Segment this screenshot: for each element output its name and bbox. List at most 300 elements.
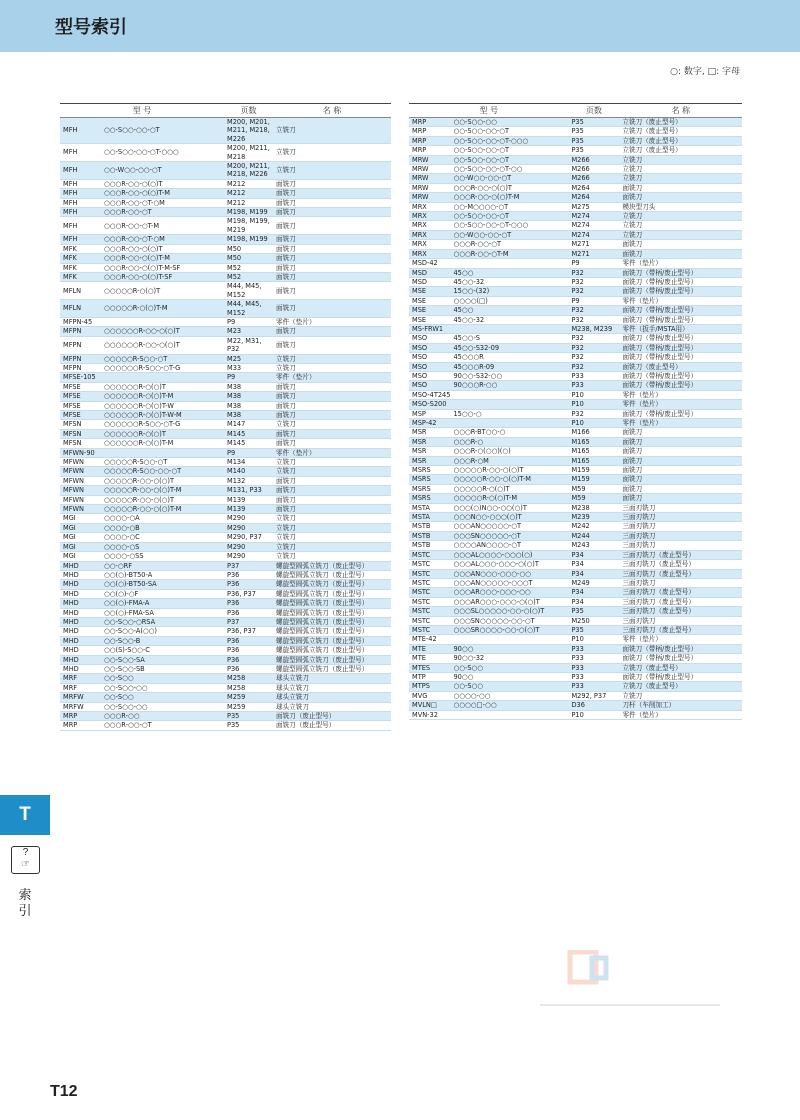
cell-model: ○○-S○○-○○ [101, 702, 224, 711]
cell-model: ○○○R-○○-○(○)T-M [101, 189, 224, 198]
cell-model: ○○(○)-BT50-A [101, 570, 224, 579]
cell-page: M198, M199, M219 [224, 217, 273, 235]
table-row [60, 217, 391, 235]
cell-series: MSTB [409, 531, 450, 540]
table-row [409, 456, 742, 465]
cell-model: 15○○-(32) [450, 287, 568, 296]
table-header [60, 104, 391, 118]
cell-name: 面铣刀 [273, 382, 391, 391]
table-row [60, 674, 391, 683]
cell-series: MFK [60, 244, 101, 253]
table-row [60, 664, 391, 673]
cell-name: 面铣刀 [273, 411, 391, 420]
index-table-left [60, 103, 391, 731]
cell-series: MRX [409, 221, 450, 230]
cell-page: M38 [224, 411, 273, 420]
cell-series: MSTC [409, 607, 450, 616]
cell-series: MSP-42 [409, 419, 450, 428]
table-row [409, 663, 742, 672]
cell-series: MFWN [60, 476, 101, 485]
section-tab-t[interactable]: T [0, 795, 50, 835]
cell-model: 15○○-○ [450, 409, 568, 418]
cell-series: MRW [409, 155, 450, 164]
cell-page: P35 [568, 127, 619, 136]
cell-series: MTE [409, 654, 450, 663]
page-header [0, 0, 800, 52]
cell-model: ○○○AN○○○○○-○T [450, 522, 568, 531]
cell-series: MGI [60, 552, 101, 561]
cell-page: M38 [224, 392, 273, 401]
cell-name: 立铣刀 [619, 155, 742, 164]
cell-page: M166 [568, 428, 619, 437]
table-row [60, 627, 391, 636]
cell-name: 面铣刀（带柄/废止型号） [619, 343, 742, 352]
table-row [409, 550, 742, 559]
cell-name: 面铣刀（带柄/废止型号） [619, 268, 742, 277]
table-row [409, 569, 742, 578]
table-row [60, 179, 391, 188]
cell-model: ○○○○○R-○○-○(○)T [450, 466, 568, 475]
cell-model: ○○-S○○-SA [101, 655, 224, 664]
cell-model: ○○○AL○○○○-○○○(○) [450, 550, 568, 559]
table-row [409, 541, 742, 550]
cell-page: P10 [568, 400, 619, 409]
table-row [409, 428, 742, 437]
cell-model: 90○○-32 [450, 654, 568, 663]
table-row [60, 599, 391, 608]
cell-name: 立铣刀 [273, 552, 391, 561]
table-row [409, 202, 742, 211]
table-row [409, 268, 742, 277]
cell-page: P32 [568, 315, 619, 324]
cell-series: MSTA [409, 503, 450, 512]
cell-page: M50 [224, 244, 273, 253]
cell-name: 三面刃铣刀 [619, 522, 742, 531]
cell-name: 面铣刀 [619, 456, 742, 465]
cell-series: MSR [409, 428, 450, 437]
cell-page: P33 [568, 663, 619, 672]
cell-model: 45○○-32 [450, 315, 568, 324]
cell-name: 立铣刀 [273, 354, 391, 363]
cell-series: MSD-42 [409, 259, 450, 268]
cell-name: 立铣刀 [273, 420, 391, 429]
cell-series: MHD [60, 580, 101, 589]
table-row [409, 146, 742, 155]
table-row [60, 282, 391, 300]
cell-model: ○○○R-○○-○T [101, 721, 224, 730]
cell-model: ○○○○○R-○○-○(○)T-M [450, 475, 568, 484]
cell-model: ○○(○)-FMA-SA [101, 608, 224, 617]
table-row [409, 334, 742, 343]
cell-model: ○○○SR○○○○-○○-○(○)T [450, 625, 568, 634]
cell-series: MFH [60, 118, 101, 144]
cell-series: MSTC [409, 625, 450, 634]
cell-page: M290 [224, 552, 273, 561]
cell-page: P35 [568, 625, 619, 634]
table-row [409, 447, 742, 456]
cell-name: 三面刃铣刀（废止型号） [619, 607, 742, 616]
cell-page: P37 [224, 617, 273, 626]
cell-series: MFH [60, 179, 101, 188]
cell-name: 螺旋型圆弧立铣刀（废止型号） [273, 627, 391, 636]
cell-name: 立铣刀（废止型号） [619, 146, 742, 155]
cell-name: 面铣刀（带柄/废止型号） [619, 334, 742, 343]
cell-series: MSD [409, 268, 450, 277]
cell-name: 螺旋型圆弧立铣刀（废止型号） [273, 570, 391, 579]
cell-series: MSE [409, 287, 450, 296]
cell-model: ○○-S○○-○○-○T-○○ [450, 165, 568, 174]
cell-name: 零件（垫片） [619, 296, 742, 305]
cell-series: MTES [409, 663, 450, 672]
cell-page: P33 [568, 654, 619, 663]
table-row [409, 710, 742, 719]
table-row [409, 118, 742, 127]
cell-name: 面铣刀 [619, 240, 742, 249]
cell-model: ○○○○○R-○○-○(○)T [101, 495, 224, 504]
cell-name: 面铣刀 [273, 429, 391, 438]
cell-page: M212 [224, 198, 273, 207]
table-row [409, 522, 742, 531]
cell-model: ○○-S○○-○○-○T [450, 155, 568, 164]
table-row [60, 189, 391, 198]
cell-series: MRX [409, 202, 450, 211]
cell-model: ○○○○○○R-○(○)T [101, 429, 224, 438]
cell-series: MSR [409, 437, 450, 446]
cell-series: MSO [409, 362, 450, 371]
cell-name: 面铣刀（带柄/废止型号） [619, 381, 742, 390]
cell-model: ○○-S○○-○○-○T [450, 146, 568, 155]
cell-series: MRP [409, 136, 450, 145]
cell-series: MRP [60, 712, 101, 721]
cell-model: ○○○R-○○-○T [101, 208, 224, 217]
cell-model: ○○-S○○-○○-○T-○○○ [450, 221, 568, 230]
cell-model: ○○○SL○○○○○-○○-○(○)T [450, 607, 568, 616]
cell-model: ○○○○○R-S○○-○○-○T [101, 467, 224, 476]
table-row [409, 466, 742, 475]
cell-name: 面铣刀 [619, 447, 742, 456]
cell-model: ○○○○○R-○○-○(○)T [101, 476, 224, 485]
cell-name: 三面刃铣刀（废止型号） [619, 560, 742, 569]
cell-page: D36 [568, 701, 619, 710]
cell-series: MHD [60, 655, 101, 664]
cell-page: M198, M199 [224, 235, 273, 244]
cell-series: MFPN [60, 363, 101, 372]
cell-model: ○○○○○○R-○(○)T-M [101, 392, 224, 401]
cell-name: 螺旋型圆弧立铣刀（废止型号） [273, 617, 391, 626]
cell-model: ○○-W○○-○○-○T [450, 174, 568, 183]
cell-name: 立铣刀（废止型号） [619, 136, 742, 145]
cell-model: ○○○○-○A [101, 514, 224, 523]
cell-model: ○○○○○R-○(○)T-M [450, 494, 568, 503]
cell-page: M271 [568, 249, 619, 258]
cell-page: M44, M45, M152 [224, 300, 273, 318]
table-row [60, 373, 391, 382]
cell-page: P32 [568, 277, 619, 286]
cell-model: ○○○AN○○○○○-○○○T [450, 578, 568, 587]
table-row [60, 162, 391, 180]
cell-name: 立铣刀 [273, 162, 391, 180]
table-row [409, 672, 742, 681]
cell-name: 立铣刀 [273, 514, 391, 523]
cell-series: MSTA [409, 513, 450, 522]
cell-page: P33 [568, 682, 619, 691]
cell-series: MGI [60, 533, 101, 542]
cell-name: 面铣刀 [273, 486, 391, 495]
cell-page: M238 [568, 503, 619, 512]
cell-page: P36 [224, 599, 273, 608]
cell-page: M132 [224, 476, 273, 485]
table-row [409, 362, 742, 371]
cell-name: 三面刃铣刀 [619, 531, 742, 540]
table-row [409, 588, 742, 597]
cell-model: ○○○SN○○○○○-○T [450, 531, 568, 540]
cell-page: P9 [224, 317, 273, 326]
cell-model: 90○○ [450, 672, 568, 681]
cell-name: 面铣刀（带柄/废止型号） [619, 353, 742, 362]
cell-model: ○○○○○○R-S○○-○T-G [101, 363, 224, 372]
table-row [60, 198, 391, 207]
cell-series: MGI [60, 542, 101, 551]
cell-page: M266 [568, 174, 619, 183]
cell-name: 面铣刀 [273, 505, 391, 514]
cell-page: M271 [568, 240, 619, 249]
cell-page: M165 [568, 447, 619, 456]
cell-page: M250 [568, 616, 619, 625]
table-row [60, 683, 391, 692]
cell-series: MSO [409, 381, 450, 390]
cell-model: ○○-S○○ [101, 674, 224, 683]
cell-name: 面铣刀 [273, 401, 391, 410]
cell-page: P36, P37 [224, 589, 273, 598]
cell-page: P33 [568, 371, 619, 380]
cell-name: 面铣刀 [273, 392, 391, 401]
cell-series: MRW [409, 183, 450, 192]
table-row [60, 542, 391, 551]
cell-model [450, 710, 568, 719]
cell-series: MSTB [409, 541, 450, 550]
cell-name: 零件（垫片） [273, 317, 391, 326]
cell-name: 模块型刀头 [619, 202, 742, 211]
cell-series: MGI [60, 514, 101, 523]
cell-model: ○○○AN○○○-○○○-○○ [450, 569, 568, 578]
cell-series: MFLN [60, 282, 101, 300]
cell-model [450, 635, 568, 644]
cell-series: MFK [60, 272, 101, 281]
cell-series: MFWN [60, 467, 101, 476]
cell-page: M266 [568, 165, 619, 174]
table-row [409, 682, 742, 691]
cell-model: ○○○○○○R-○○-○(○)T [101, 327, 224, 336]
table-row [409, 654, 742, 663]
cell-page: P33 [568, 672, 619, 681]
cell-page: P9 [568, 259, 619, 268]
cell-model: ○○○R-○○-○(○)T-M [101, 254, 224, 263]
cell-page: M259 [224, 693, 273, 702]
table-row [409, 400, 742, 409]
table-row [60, 476, 391, 485]
cell-page: P36, P37 [224, 627, 273, 636]
cell-name: 三面刃铣刀（废止型号） [619, 625, 742, 634]
cell-model: ○○○○○○R-○(○)T-W-M [101, 411, 224, 420]
cell-page: M145 [224, 429, 273, 438]
cell-model: ○○-S○○ [450, 663, 568, 672]
cell-page: P36 [224, 570, 273, 579]
cell-name: 立铣刀 [619, 212, 742, 221]
cell-series: MSR [409, 456, 450, 465]
cell-page: M212 [224, 179, 273, 188]
cell-model: ○○○N○○-○○○(○)T [450, 513, 568, 522]
cell-page: P32 [568, 343, 619, 352]
cell-model: ○○○R-○○-○T-○M [101, 235, 224, 244]
cell-model: ○○○○○○R-○○-○(○)T [101, 336, 224, 354]
cell-name: 螺旋型圆弧立铣刀（废止型号） [273, 655, 391, 664]
table-row [409, 315, 742, 324]
table-row [60, 429, 391, 438]
table-row [409, 701, 742, 710]
cell-model [101, 448, 224, 457]
cell-model: ○○-S○○-○○-○T-○○○ [450, 136, 568, 145]
table-row [60, 467, 391, 476]
cell-model: ○○-S○○-A(○○) [101, 627, 224, 636]
cell-series: MRW [409, 193, 450, 202]
table-row [409, 494, 742, 503]
cell-model: ○○○○(□) [450, 296, 568, 305]
cell-page: P34 [568, 588, 619, 597]
cell-page: M239 [568, 513, 619, 522]
cell-page: M290 [224, 514, 273, 523]
table-row [60, 458, 391, 467]
cell-series: MTE [409, 644, 450, 653]
cell-series: MFLN [60, 300, 101, 318]
cell-name: 面铣刀 [273, 476, 391, 485]
cell-series: MRX [409, 212, 450, 221]
cell-model: ○○○○○R-○○-○(○)T-M [101, 505, 224, 514]
cell-name: 面铣刀 [273, 179, 391, 188]
table-row [409, 221, 742, 230]
cell-series: MFSE [60, 382, 101, 391]
cell-page: M52 [224, 272, 273, 281]
cell-name: 三面刃铣刀 [619, 578, 742, 587]
cell-series: MRX [409, 240, 450, 249]
cell-model: ○○-W○○-○○-○T [101, 162, 224, 180]
cell-series: MFSE [60, 401, 101, 410]
cell-page: P9 [224, 373, 273, 382]
side-label: 索引 [18, 888, 32, 919]
cell-name: 面铣刀 [273, 495, 391, 504]
cell-series: MRP [409, 118, 450, 127]
cell-model: ○○○(○)N○○-○○(○)T [450, 503, 568, 512]
cell-name: 面铣刀（废止型号） [619, 362, 742, 371]
cell-name: 面铣刀 [619, 249, 742, 258]
cell-model: ○○○○-○B [101, 523, 224, 532]
cell-series: MSO-4T245 [409, 390, 450, 399]
cell-page: M23 [224, 327, 273, 336]
cell-name: 零件（扳手/MSTA用） [619, 324, 742, 333]
table-row [409, 259, 742, 268]
cell-model: ○○-S○○-○RSA [101, 617, 224, 626]
cell-series: MSO [409, 334, 450, 343]
cell-page: P9 [568, 296, 619, 305]
table-row [409, 240, 742, 249]
table-row [60, 144, 391, 162]
cell-page: M38 [224, 382, 273, 391]
cell-series: MFSE-105 [60, 373, 101, 382]
table-row [60, 712, 391, 721]
cell-series: MFSN [60, 439, 101, 448]
cell-page: P37 [224, 561, 273, 570]
cell-page: P32 [568, 334, 619, 343]
cell-series: MRW [409, 174, 450, 183]
cell-series: MFSE [60, 411, 101, 420]
table-row [60, 495, 391, 504]
cell-series: MHD [60, 664, 101, 673]
table-row [60, 608, 391, 617]
cell-series: MTPS [409, 682, 450, 691]
cell-page: M258 [224, 683, 273, 692]
column-header-page: 页数 [224, 104, 273, 118]
cell-name: 面铣刀 [273, 208, 391, 217]
cell-page: M22, M31, P32 [224, 336, 273, 354]
cell-page: M134 [224, 458, 273, 467]
table-row [409, 616, 742, 625]
cell-series: MFPN [60, 336, 101, 354]
cell-model [101, 317, 224, 326]
cell-series: MHD [60, 627, 101, 636]
cell-page: M290 [224, 523, 273, 532]
cell-page: M275 [568, 202, 619, 211]
column-header-model: 型 号 [409, 104, 568, 118]
index-table-right-body [409, 118, 742, 720]
cell-page: M244 [568, 531, 619, 540]
watermark-logo-icon [530, 950, 730, 1020]
cell-name: 立铣刀 [273, 363, 391, 372]
cell-model: ○○-S○○-○○-○T [450, 212, 568, 221]
cell-series: MHD [60, 570, 101, 579]
cell-model [450, 259, 568, 268]
cell-name: 三面刃铣刀 [619, 541, 742, 550]
table-row [60, 327, 391, 336]
table-row [60, 208, 391, 217]
cell-name: 面铣刀 [619, 428, 742, 437]
table-row [409, 691, 742, 700]
cell-name: 立铣刀 [619, 230, 742, 239]
cell-series: MRFW [60, 702, 101, 711]
cell-name: 三面刃铣刀（废止型号） [619, 569, 742, 578]
cell-page: P32 [568, 268, 619, 277]
cell-page: P34 [568, 597, 619, 606]
cell-page: P34 [568, 560, 619, 569]
cell-model: ○○○○○R-○(○)T [101, 282, 224, 300]
cell-series: MFH [60, 144, 101, 162]
cell-series: MRFW [60, 693, 101, 702]
cell-page: P32 [568, 287, 619, 296]
cell-name: 面铣刀（带柄/废止型号） [619, 371, 742, 380]
cell-model: 90○○○R-○○ [450, 381, 568, 390]
cell-page: M238, M239 [568, 324, 619, 333]
cell-series: MS-FRW1 [409, 324, 450, 333]
cell-page: M59 [568, 484, 619, 493]
table-row [409, 607, 742, 616]
cell-model [101, 373, 224, 382]
cell-page: M165 [568, 456, 619, 465]
cell-model: ○○-M○○○○-○T [450, 202, 568, 211]
cell-page: P9 [224, 448, 273, 457]
cell-name: 螺旋型圆弧立铣刀（废止型号） [273, 608, 391, 617]
cell-page: M292, P37 [568, 691, 619, 700]
cell-series: MGI [60, 523, 101, 532]
cell-name: 立铣刀 [619, 165, 742, 174]
cell-series: MFPN-45 [60, 317, 101, 326]
